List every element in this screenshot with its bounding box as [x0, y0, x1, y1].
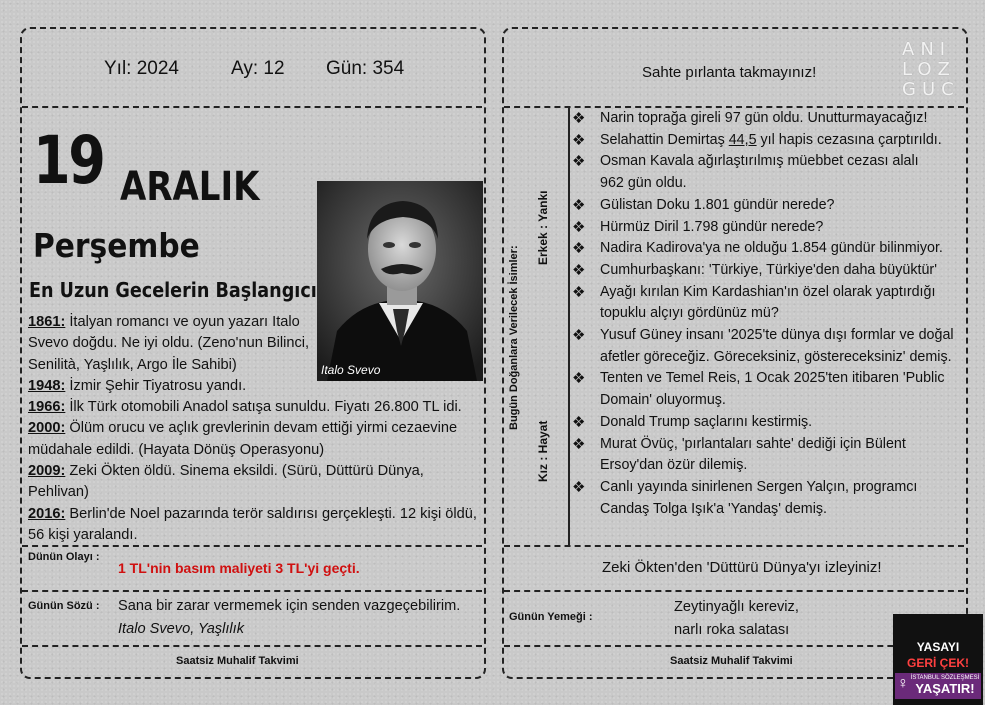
- badge-line: GERİ ÇEK!: [906, 656, 969, 670]
- news-text: Hürmüz Diril 1.798 gündür nerede?: [600, 218, 824, 235]
- divider: [22, 106, 482, 108]
- news-list: [572, 108, 964, 520]
- event-item: [28, 418, 483, 461]
- event-year: 1948:: [28, 377, 66, 394]
- diamond-bullet-icon: ❖: [572, 153, 586, 171]
- diamond-bullet-icon: ❖: [572, 478, 586, 496]
- news-text: Cumhurbaşkanı: 'Türkiye, Türkiye'den daha büyüktür': [600, 261, 937, 278]
- logo: [902, 40, 960, 100]
- event-text: Berlin'de Noel pazarında terör saldırısı gerçekleşti. 12 kişi öldü, 56 kişi yaralandı.: [28, 505, 477, 543]
- news-text: Narin toprağa gireli 97 gün oldu. Unutturmayacağız!: [600, 110, 928, 126]
- event-text: Zeki Ökten öldü. Sinema eksildi. (Sürü, Düttürü Dünya, Pehlivan): [28, 463, 424, 501]
- news-text: Yusuf Güney insanı '2025'te dünya dışı formlar ve doğal afetler göreceğiz. Göreceksiniz, göstereceksiniz' demiş.: [600, 327, 954, 365]
- events-list: [28, 312, 483, 546]
- page-subtitle: En Uzun Gecelerin Başlangıcı: [29, 278, 317, 302]
- badge-line: YAŞATIR!: [915, 681, 975, 696]
- news-item: [572, 434, 970, 477]
- female-symbol-icon: ♀: [897, 675, 909, 692]
- divider: [22, 590, 482, 592]
- event-year: 1966:: [28, 399, 66, 416]
- news-text: Tenten ve Temel Reis, 1 Ocak 2025'ten itibaren 'Public Domain' oluyormuş.: [600, 370, 945, 409]
- event-text: İlk Türk otomobili Anadol satışa sunuldu. Fiyatı 26.800 TL idi.: [65, 399, 462, 416]
- right-header-text: Sahte pırlanta takmayınız!: [642, 64, 817, 81]
- badge-line: İSTANBUL SÖZLEŞMESİ: [910, 675, 980, 681]
- news-text: Murat Övüç, 'pırlantaları sahte' dediği için Bülent Ersoy'dan özür dilemiş.: [600, 435, 906, 474]
- event-year: 1861:: [28, 314, 66, 330]
- event-item: [28, 504, 483, 547]
- footer-right: Saatsiz Muhalif Takvimi: [670, 655, 793, 667]
- event-year: 2009:: [28, 463, 66, 480]
- male-name: Erkek : Yankı: [536, 190, 550, 265]
- campaign-badge: [893, 614, 983, 705]
- diamond-bullet-icon: ❖: [572, 240, 586, 258]
- weekday: Perşembe: [33, 226, 200, 265]
- news-text: Selahattin Demirtaş: [600, 131, 729, 148]
- news-item: [572, 217, 964, 239]
- news-item: [572, 477, 970, 520]
- news-highlight: 44,5: [728, 131, 757, 148]
- diamond-bullet-icon: ❖: [572, 327, 586, 345]
- news-item: [572, 238, 964, 260]
- event-item: [28, 312, 313, 376]
- news-item: [572, 130, 964, 152]
- news-item: [572, 260, 964, 282]
- news-text: yıl hapis cezasına çarptırıldı.: [756, 131, 942, 148]
- event-of-day-label: Dünün Olayı :: [28, 551, 100, 563]
- month-number-label: Ay: 12: [231, 58, 285, 79]
- news-item: [572, 282, 964, 325]
- news-text: Donald Trump saçlarını kestirmiş.: [600, 413, 813, 430]
- news-item: [572, 325, 964, 368]
- news-item: [572, 151, 930, 194]
- photo-caption: Italo Svevo: [321, 363, 381, 377]
- news-text: Nadira Kadirova'ya ne olduğu 1.854 gündür bilinmiyor.: [600, 240, 943, 257]
- diamond-bullet-icon: ❖: [572, 218, 586, 236]
- logo-line: ANI: [902, 39, 952, 60]
- quote-text: Sana bir zarar vermemek için senden vazgeçebilirim.: [118, 598, 461, 614]
- recommendation: Zeki Ökten'den 'Düttürü Dünya'yı izleyiniz!: [602, 559, 882, 576]
- diamond-bullet-icon: ❖: [572, 131, 586, 149]
- meal-line: narlı roka salatası: [674, 622, 790, 638]
- news-item: [572, 368, 964, 411]
- event-text: Ölüm orucu ve açlık grevlerinin devam ettiği yirmi cezaevine müdahale edildi. (Hayata Dönüş Operasyonu): [28, 420, 458, 458]
- logo-line: GUC: [902, 79, 960, 100]
- event-year: 2000:: [28, 420, 66, 437]
- news-text: Ayağı kırılan Kim Kardashian'ın özel olarak yaptırdığı topuklu alçıyı gördünüz mü?: [600, 283, 936, 322]
- news-text: Osman Kavala ağırlaştırılmış müebbet cezası alalı 962 gün oldu.: [600, 153, 919, 192]
- news-text: Gülistan Doku 1.801 gündür nerede?: [600, 196, 835, 213]
- diamond-bullet-icon: ❖: [572, 261, 586, 279]
- event-item: [28, 461, 483, 504]
- divider: [504, 545, 964, 547]
- logo-line: LOZ: [902, 59, 956, 80]
- names-title: Bugün Doğanlara Verilecek İsimler:: [508, 245, 520, 430]
- news-item: [572, 108, 964, 130]
- badge-line: YASAYI: [916, 640, 960, 654]
- diamond-bullet-icon: ❖: [572, 370, 586, 388]
- event-of-day-text: 1 TL'nin basım maliyeti 3 TL'yi geçti.: [118, 560, 360, 576]
- badge-strip: [895, 673, 981, 699]
- meal-label: Günün Yemeği :: [509, 611, 593, 623]
- diamond-bullet-icon: ❖: [572, 196, 586, 214]
- divider: [22, 645, 482, 647]
- news-text: Canlı yayında sinirlenen Sergen Yalçın, programcı Candaş Tolga Işık'a 'Yandaş' demiş.: [600, 478, 918, 517]
- quote-of-day-label: Günün Sözü :: [28, 600, 100, 612]
- news-item: [572, 195, 964, 217]
- month-name: ARALIK: [120, 164, 260, 210]
- event-text: İtalyan romancı ve oyun yazarı Italo Svevo doğdu. Ne iyi oldu. (Zeno'nun Bilinci, Senilità, Yaşlılık, Argo İle Sahibi): [28, 314, 310, 373]
- diamond-bullet-icon: ❖: [572, 435, 586, 453]
- event-item: [28, 397, 483, 418]
- quote-author: Italo Svevo, Yaşlılık: [118, 621, 244, 637]
- event-item: [28, 376, 483, 397]
- footer-left: Saatsiz Muhalif Takvimi: [176, 655, 299, 667]
- event-text: İzmir Şehir Tiyatrosu yandı.: [65, 377, 247, 394]
- meal-line: Zeytinyağlı kereviz,: [674, 599, 799, 615]
- year-label: Yıl: 2024: [104, 58, 179, 79]
- diamond-bullet-icon: ❖: [572, 110, 586, 127]
- divider: [504, 590, 964, 592]
- names-divider: [568, 108, 570, 545]
- diamond-bullet-icon: ❖: [572, 413, 586, 431]
- female-name: Kız : Hayat: [536, 420, 550, 482]
- news-item: [572, 412, 964, 434]
- diamond-bullet-icon: ❖: [572, 283, 586, 301]
- day-of-year-label: Gün: 354: [326, 58, 405, 79]
- day-number: 19: [33, 122, 104, 199]
- event-year: 2016:: [28, 505, 66, 522]
